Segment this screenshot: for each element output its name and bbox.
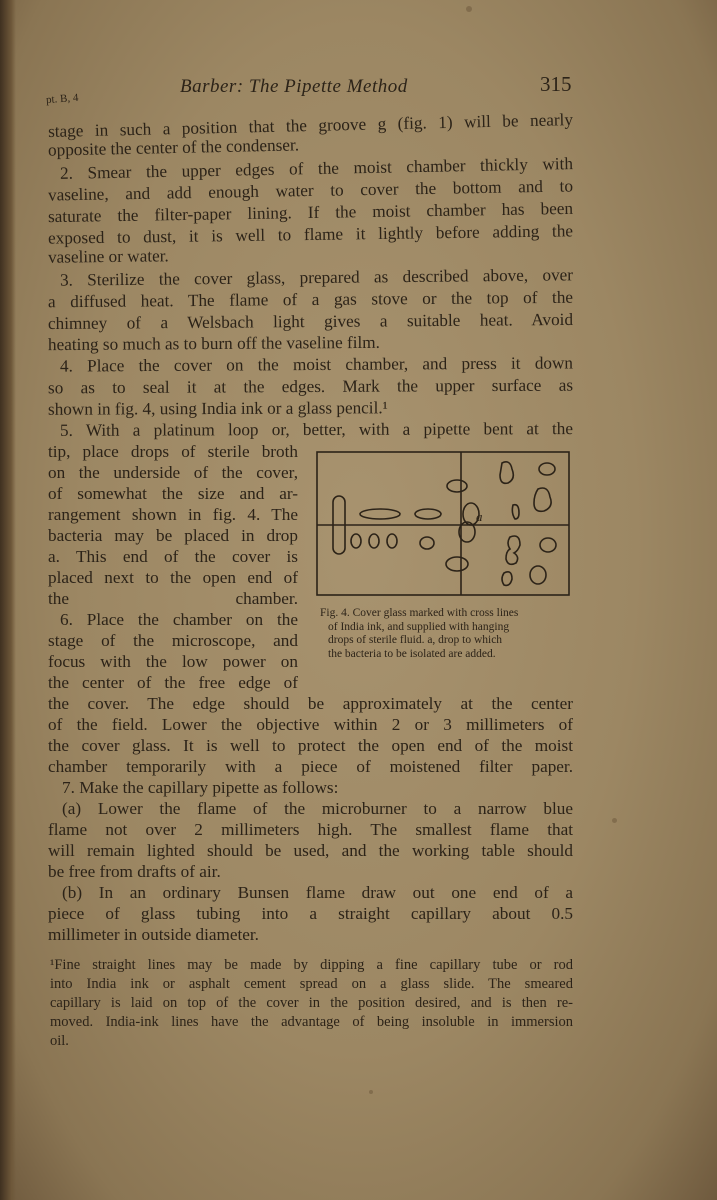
drop-label-a: a <box>476 509 483 524</box>
hanging-drop <box>447 480 467 492</box>
hanging-drop <box>500 462 513 483</box>
hanging-drop <box>530 566 546 584</box>
body-line: be free from drafts of air. <box>48 862 221 881</box>
body-line: the cover. The edge should be approximately at the center <box>48 694 573 713</box>
body-line: piece of glass tubing into a straight capillary about 0.5 <box>48 904 573 923</box>
hanging-drop <box>502 572 512 586</box>
body-line: 7. Make the capillary pipette as follows: <box>62 778 339 797</box>
narrow-line: on the underside of the cover, <box>48 463 298 482</box>
paper-speck <box>369 1090 373 1094</box>
body-line: the cover glass. It is well to protect the open end of the moist <box>48 736 573 755</box>
narrow-line: placed next to the open end of <box>48 568 298 587</box>
caption-line: of India ink, and supplied with hanging <box>328 620 510 633</box>
footnote-line: capillary is laid on top of the cover in the position desired, and is then re- <box>50 995 573 1011</box>
body-line: will remain lighted should be used, and the working table should <box>48 841 573 860</box>
body-line: opposite the center of the condenser. <box>47 135 300 160</box>
caption-line: Fig. 4. Cover glass marked with cross lines <box>320 607 519 619</box>
hanging-drop <box>351 534 361 548</box>
body-line: heating so much as to burn off the vaseline film. <box>47 332 380 355</box>
narrow-line: focus with the low power on <box>48 652 298 671</box>
cover-glass-outline <box>317 452 569 595</box>
hanging-drop <box>446 557 468 571</box>
footnote-line: ¹Fine straight lines may be made by dipping a fine capillary tube or rod <box>50 957 573 973</box>
body-line: chamber temporarily with a piece of moistened filter paper. <box>48 757 573 776</box>
hanging-drop <box>534 488 551 511</box>
hanging-drop <box>539 463 555 475</box>
hanging-drop <box>512 505 519 519</box>
narrow-line: tip, place drops of sterile broth <box>48 442 298 461</box>
running-head: Barber: The Pipette Method <box>180 76 408 97</box>
narrow-line: 6. Place the chamber on the <box>60 610 298 629</box>
body-line: 3. Sterilize the cover glass, prepared as described above, over <box>59 265 574 290</box>
hanging-drop <box>540 538 556 552</box>
body-line: 4. Place the cover on the moist chamber, and press it down <box>59 353 574 376</box>
body-line: millimeter in outside diameter. <box>48 925 259 944</box>
figure-caption <box>320 607 574 661</box>
caption-line: the bacteria to be isolated are added. <box>328 647 496 660</box>
body-line: a diffused heat. The flame of a gas stove or the top of the <box>47 287 574 312</box>
page-number: 315 <box>540 72 572 96</box>
narrow-line: stage of the microscope, and <box>48 631 298 650</box>
narrow-line: the center of the free edge of <box>48 673 298 692</box>
body-line: saturate the filter-paper lining. If the moist chamber has been <box>47 198 574 227</box>
body-line: vaseline, and add enough water to cover the bottom and to <box>47 176 574 205</box>
body-line: flame not over 2 millimeters high. The smallest flame that <box>48 820 573 839</box>
body-line: (a) Lower the flame of the microburner to a narrow blue <box>62 799 573 818</box>
body-line: 5. With a platinum loop or, better, with a pipette bent at the <box>59 419 574 440</box>
narrow-line: a. This end of the cover is <box>48 547 298 566</box>
body-line: of the field. Lower the objective within 2 or 3 millimeters of <box>48 715 573 734</box>
narrow-line: the chamber. <box>48 589 298 608</box>
body-line: exposed to dust, it is well to flame it lightly before adding the <box>47 221 574 248</box>
body-line: shown in fig. 4, using India ink or a glass pencil.¹ <box>47 398 388 419</box>
body-line: 2. Smear the upper edges of the moist chamber thickly with <box>59 154 574 183</box>
hanging-drop <box>506 536 520 564</box>
body-line: chimney of a Welsbach light gives a suitable heat. Avoid <box>47 309 574 334</box>
paper-speck <box>612 818 617 823</box>
hanging-drop <box>387 534 397 548</box>
body-line: vaseline or water. <box>47 246 169 267</box>
book-spine-shadow <box>0 0 16 1200</box>
footnote-line: oil. <box>50 1033 69 1049</box>
hanging-drop <box>415 509 441 519</box>
caption-line: drops of sterile fluid. a, drop to which <box>328 634 503 646</box>
narrow-line: bacteria may be placed in drop <box>48 526 298 545</box>
body-line: (b) In an ordinary Bunsen flame draw out one end of a <box>62 883 573 902</box>
paper-speck <box>466 6 472 12</box>
narrow-line: rangement shown in fig. 4. The <box>48 505 298 524</box>
cover-glass-figure <box>316 451 570 596</box>
hanging-drop <box>420 537 434 549</box>
margin-mark: pt. B, 4 <box>45 91 79 107</box>
footnote-line: into India ink or asphalt cement spread on a glass slide. The smeared <box>50 976 573 992</box>
footnote-line: moved. India-ink lines have the advantage of being insoluble in immersion <box>50 1014 573 1030</box>
narrow-line: of somewhat the size and ar- <box>48 484 298 503</box>
hanging-drop <box>360 509 400 519</box>
body-line: stage in such a position that the groove g (fig. 1) will be nearly <box>47 110 574 141</box>
body-line: so as to seal it at the edges. Mark the upper surface as <box>47 375 574 398</box>
hanging-drop <box>369 534 379 548</box>
